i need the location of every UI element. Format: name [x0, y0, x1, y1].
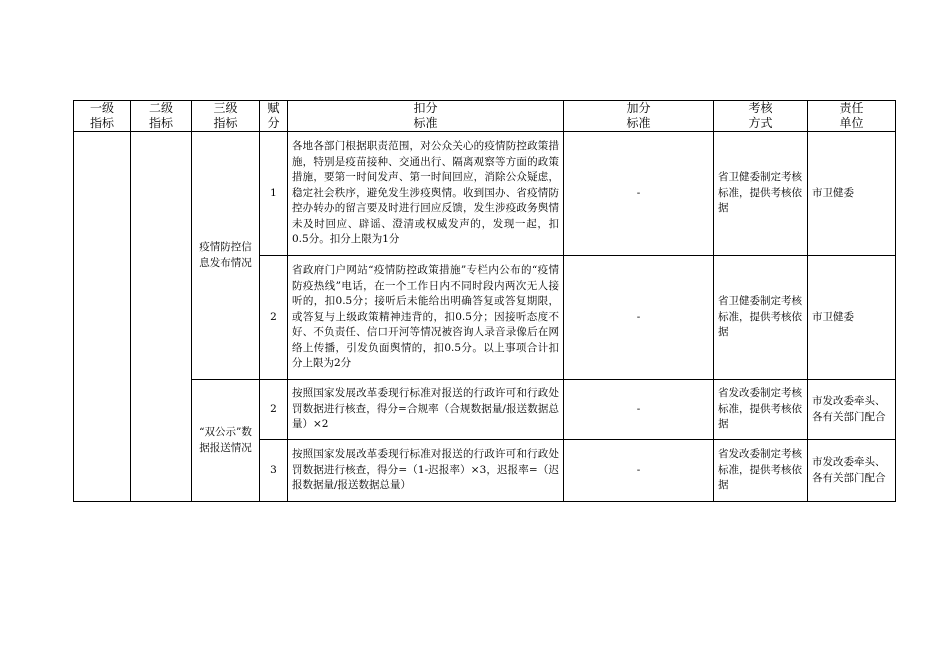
- level1-cell: [74, 132, 131, 502]
- unit-cell: 市发改委牵头、各有关部门配合: [808, 440, 896, 502]
- method-cell: 省发改委制定考核标准，提供考核依据: [714, 380, 808, 440]
- deduction-cell: 按照国家发展改革委现行标准对报送的行政许可和行政处罚数据进行核查，得分=合规率（合规数据量/报送数据总量）×2: [288, 380, 564, 440]
- bonus-cell: -: [564, 380, 714, 440]
- table-row: [74, 132, 896, 256]
- level2-cell: [131, 132, 192, 502]
- header-level1: 一级 指标: [74, 101, 131, 132]
- header-level2: 二级 指标: [131, 101, 192, 132]
- score-cell: 1: [260, 132, 288, 256]
- bonus-cell: -: [564, 256, 714, 380]
- bonus-cell: -: [564, 440, 714, 502]
- score-cell: 3: [260, 440, 288, 502]
- deduction-cell: 按照国家发展改革委现行标准对报送的行政许可和行政处罚数据进行核查，得分=（1-迟报率）×3，迟报率=（迟报数据量/报送数据总量）: [288, 440, 564, 502]
- header-bonus: 加分 标准: [564, 101, 714, 132]
- header-unit: 责任 单位: [808, 101, 896, 132]
- score-cell: 2: [260, 256, 288, 380]
- score-cell: 2: [260, 380, 288, 440]
- unit-cell: 市卫健委: [808, 132, 896, 256]
- table-row: [74, 380, 896, 440]
- header-row: [74, 101, 896, 132]
- header-level3: 三级 指标: [192, 101, 260, 132]
- level3-cell: 疫情防控信息发布情况: [192, 132, 260, 380]
- deduction-cell: 省政府门户网站“疫情防控政策措施”专栏内公布的“疫情防疫热线”电话，在一个工作日内不同时段内两次无人接听的，扣0.5分；接听后未能给出明确答复或答复期限，或答复与上级政策精神违背的，扣0.5分；因接听态度不好、不负责任、信口开河等情况被咨询人录音录像后在网络上传播，引发负面舆情的，扣0.5分。以上事项合计扣分上限为2分: [288, 256, 564, 380]
- method-cell: 省卫健委制定考核标准，提供考核依据: [714, 132, 808, 256]
- deduction-cell: 各地各部门根据职责范围，对公众关心的疫情防控政策措施，特别是疫苗接种、交通出行、隔离观察等方面的政策措施，要第一时间发声、第一时间回应，消除公众疑虑，稳定社会秩序，避免发生涉疫舆情。收到国办、省疫情防控办转办的留言要及时进行回应反馈，发生涉疫政务舆情未及时回应、辟谣、澄清或权威发声的，发现一起，扣0.5分。扣分上限为1分: [288, 132, 564, 256]
- assessment-table: [73, 100, 896, 502]
- method-cell: 省发改委制定考核标准，提供考核依据: [714, 440, 808, 502]
- header-method: 考核 方式: [714, 101, 808, 132]
- header-score: 赋 分: [260, 101, 288, 132]
- unit-cell: 市卫健委: [808, 256, 896, 380]
- bonus-cell: -: [564, 132, 714, 256]
- level3-cell: “双公示”数据报送情况: [192, 380, 260, 502]
- unit-cell: 市发改委牵头、各有关部门配合: [808, 380, 896, 440]
- method-cell: 省卫健委制定考核标准，提供考核依据: [714, 256, 808, 380]
- header-deduction: 扣分 标准: [288, 101, 564, 132]
